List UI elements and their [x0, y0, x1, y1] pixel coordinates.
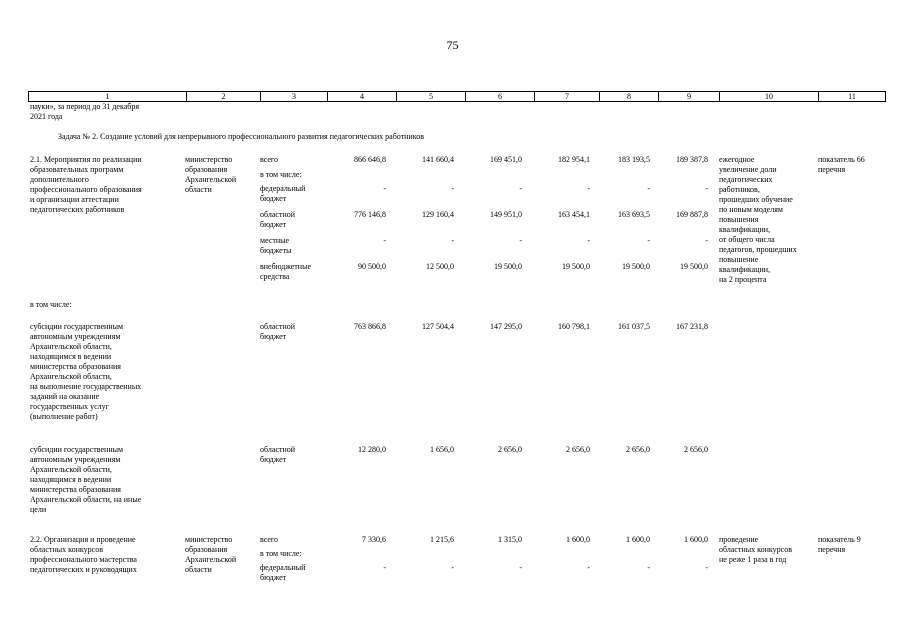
- value-regional: 129 160,4: [422, 210, 454, 219]
- column-number: 6: [466, 92, 535, 102]
- value-total: 1 315,0: [498, 535, 522, 544]
- value-federal: -: [519, 563, 522, 572]
- column-number: 4: [328, 92, 397, 102]
- value-total: 169 451,0: [490, 155, 522, 164]
- column-number: 5: [397, 92, 466, 102]
- subsidy-2-value: 2 656,0: [684, 445, 708, 454]
- column-number: 1: [29, 92, 187, 102]
- column-number: 2: [187, 92, 261, 102]
- source-extrabudgetary: внебюджетные средства: [260, 262, 311, 281]
- subsidy-1-value: 127 504,4: [422, 322, 454, 331]
- value-federal: -: [647, 184, 650, 193]
- column-number: 7: [535, 92, 600, 102]
- source-including: в том числе:: [260, 170, 302, 179]
- subsidy-1-value: 167 231,8: [676, 322, 708, 331]
- subsidy-1-text: субсидии государственным автономным учреждениям Архангельской области, находящимся в ведении министерства образования Архангельской области, на выполнение государственных заданий на оказание государственных услуг (выполнение работ): [30, 322, 142, 421]
- source-total: всего: [260, 155, 279, 164]
- executor-2-2: министерство образования Архангельской области: [185, 535, 237, 574]
- subsidy-1-value: 147 295,0: [490, 322, 522, 331]
- source-total: всего: [260, 535, 279, 544]
- column-number: 8: [600, 92, 659, 102]
- column-number: 10: [720, 92, 819, 102]
- value-total: 866 646,8: [354, 155, 386, 164]
- value-federal: -: [587, 563, 590, 572]
- indicator-2-1: показатель 66 перечня: [818, 155, 865, 174]
- column-number: 3: [261, 92, 328, 102]
- value-regional: 169 887,8: [676, 210, 708, 219]
- value-federal: -: [705, 563, 708, 572]
- value-federal: -: [519, 184, 522, 193]
- value-total: 1 600,0: [684, 535, 708, 544]
- value-regional: 149 951,0: [490, 210, 522, 219]
- value-federal: -: [587, 184, 590, 193]
- value-total: 1 600,0: [566, 535, 590, 544]
- value-regional: 163 454,1: [558, 210, 590, 219]
- task-heading: Задача № 2. Создание условий для непрерывного профессионального развития педагогических работников: [58, 132, 425, 141]
- value-local: -: [647, 236, 650, 245]
- column-number: 9: [659, 92, 720, 102]
- subsidy-2-value: 2 656,0: [626, 445, 650, 454]
- column-number: 11: [819, 92, 886, 102]
- value-total: 183 193,5: [618, 155, 650, 164]
- value-extrabudgetary: 19 500,0: [622, 262, 650, 271]
- value-extrabudgetary: 19 500,0: [494, 262, 522, 271]
- value-total: 1 215,6: [430, 535, 454, 544]
- value-federal: -: [451, 563, 454, 572]
- source-including: в том числе:: [260, 549, 302, 558]
- source-regional: областной бюджет: [260, 210, 296, 229]
- result-2-2: проведение областных конкурсов не реже 1 раза в год: [719, 535, 792, 564]
- value-federal: -: [647, 563, 650, 572]
- indicator-2-2: показатель 9 перечня: [818, 535, 861, 554]
- activity-2-2: 2.2. Организация и проведение областных конкурсов профессионального мастерства педагогических и руководящих: [30, 535, 137, 574]
- value-extrabudgetary: 19 500,0: [562, 262, 590, 271]
- source-local: местные бюджеты: [260, 236, 292, 255]
- value-local: -: [451, 236, 454, 245]
- subsidy-1-value: 160 798,1: [558, 322, 590, 331]
- value-extrabudgetary: 12 500,0: [426, 262, 454, 271]
- subsidy-2-value: 2 656,0: [498, 445, 522, 454]
- value-federal: -: [705, 184, 708, 193]
- subsidy-2-value: 1 656,0: [430, 445, 454, 454]
- value-total: 7 330,6: [362, 535, 386, 544]
- value-local: -: [587, 236, 590, 245]
- subsidy-2-text: субсидии государственным автономным учреждениям Архангельской области, находящимся в ведении министерства образования Архангельской области, на иные цели: [30, 445, 142, 514]
- value-federal: -: [383, 563, 386, 572]
- value-extrabudgetary: 19 500,0: [680, 262, 708, 271]
- value-total: 1 600,0: [626, 535, 650, 544]
- column-number-header: [28, 91, 886, 102]
- value-local: -: [383, 236, 386, 245]
- value-total: 182 954,1: [558, 155, 590, 164]
- subsidy-1-source: областной бюджет: [260, 322, 296, 341]
- value-federal: -: [451, 184, 454, 193]
- subsidy-1-value: 161 037,5: [618, 322, 650, 331]
- subsidy-2-value: 12 280,0: [358, 445, 386, 454]
- value-extrabudgetary: 90 500,0: [358, 262, 386, 271]
- carryover-text: науки», за период до 31 декабря 2021 года: [30, 102, 140, 121]
- source-federal: федеральный бюджет: [260, 184, 306, 203]
- subsidy-2-value: 2 656,0: [566, 445, 590, 454]
- value-local: -: [705, 236, 708, 245]
- value-regional: 776 146,8: [354, 210, 386, 219]
- value-total: 189 387,8: [676, 155, 708, 164]
- including-label: в том числе:: [30, 300, 72, 309]
- executor-2-1: министерство образования Архангельской области: [185, 155, 237, 194]
- value-local: -: [519, 236, 522, 245]
- value-total: 141 660,4: [422, 155, 454, 164]
- source-federal: федеральный бюджет: [260, 563, 306, 582]
- activity-2-1: 2.1. Мероприятия по реализации образовательных программ дополнительного профессионального образования и организации аттестации педагогических работников: [30, 155, 142, 214]
- subsidy-2-source: областной бюджет: [260, 445, 296, 464]
- value-federal: -: [383, 184, 386, 193]
- result-2-1: ежегодное увеличение доли педагогических работников, прошедших обучение по новым моделям повышения квалификации, от общего числа педагогов, прошедших повышение квалификации, на 2 процента: [719, 155, 797, 284]
- subsidy-1-value: 763 866,8: [354, 322, 386, 331]
- value-regional: 163 693,5: [618, 210, 650, 219]
- page-number: 75: [446, 38, 459, 52]
